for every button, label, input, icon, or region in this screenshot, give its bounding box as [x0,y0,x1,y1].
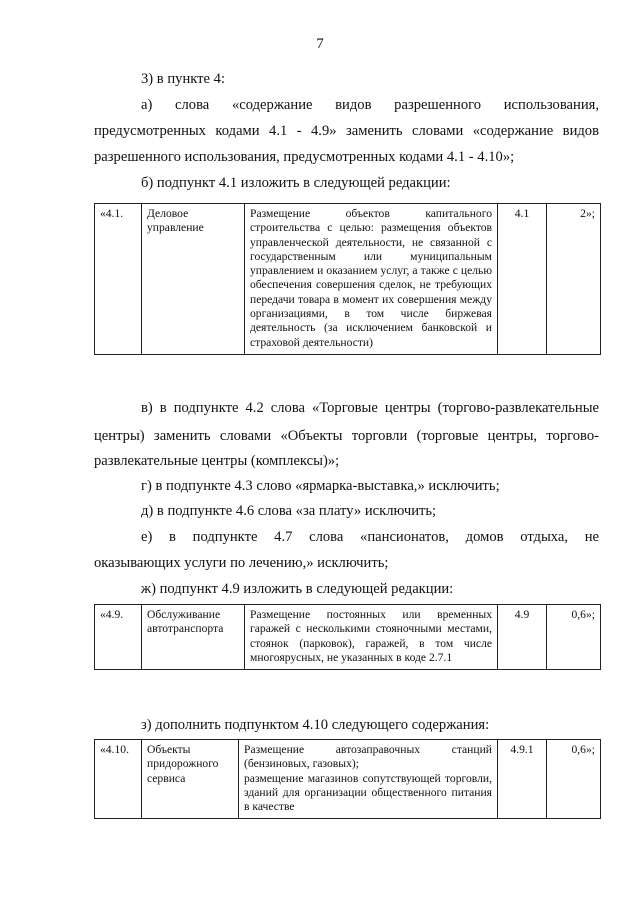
table-cell-description [239,740,498,819]
table-cell-description-part2: размещение магазинов сопутствующей торговли, зданий для организации общественного питания в качестве [244,771,492,814]
item-e-line1: е) в подпункте 4.7 слова «пансионатов, домов отдыха, не [141,529,599,545]
item-g-paragraph: г) в подпункте 4.3 слово «ярмарка-выставка,» исключить; [141,478,500,494]
item-a-text-line1: слова «содержание видов разрешенного использования, [175,97,599,113]
item-d-paragraph: д) в подпункте 4.6 слова «за плату» исключить; [141,503,437,519]
table-row [95,204,601,355]
item-zh-paragraph: ж) подпункт 4.9 изложить в следующей редакции: [141,581,454,597]
table-row [95,605,601,670]
table-code-4-9 [94,604,601,670]
table-cell-name: Объекты придорожного сервиса [142,740,239,819]
table-cell-description-part1: Размещение автозаправочных станций (бензиновых, газовых); [244,743,492,771]
table-cell-code: 4.1 [498,204,547,355]
item-v-line2: центры) заменить словами «Объекты торговли (торговые центры, торгово- [94,428,599,444]
item-a-text-rest: предусмотренных кодами 4.1 - 4.9» заменить словами «содержание видов разрешенного использования, предусмотренных кодами 4.1 - 4.10»; [94,123,599,165]
table-row [95,740,601,819]
item-e-line2: оказывающих услуги по лечению,» исключить; [94,555,389,571]
page-number: 7 [316,36,324,52]
table-code-4-1 [94,203,601,355]
item-a-first-line [94,92,599,118]
item-b-paragraph: б) подпункт 4.1 изложить в следующей редакции: [141,175,451,191]
table-cell-description: Размещение постоянных или временных гаражей с несколькими стояночными местами, стоянок (парковок), гаражей, в том числе многоярусных, не указанных в коде 2.7.1 [245,605,498,670]
item-v-line3: развлекательные центры (комплексы)»; [94,453,340,469]
item-a-paragraph [94,92,599,170]
table-cell-value: 0,6»; [547,605,601,670]
table-cell-value: 0,6»; [547,740,601,819]
table-cell-code: 4.9 [498,605,547,670]
table-cell-name: Деловое управление [142,204,245,355]
table-cell-value: 2»; [547,204,601,355]
table-cell-description: Размещение объектов капитального строительства с целью: размещения объектов управленческой деятельности, не связанной с государственным или муниципальным управлением и оказанием услуг, а также с целью обеспечения совершения сделок, не требующих передачи товара в момент их совершения между организациями, в том числе биржевая деятельность (за исключением банковской и страховой деятельности) [245,204,498,355]
item-v-line1: в) в подпункте 4.2 слова «Торговые центры (торгово-развлекательные [141,400,599,416]
item-z-paragraph: з) дополнить подпунктом 4.10 следующего содержания: [141,717,490,733]
item-3-heading: 3) в пункте 4: [141,71,226,87]
table-cell-num: «4.1. [95,204,142,355]
item-a-marker: а) [141,97,153,113]
table-code-4-10 [94,739,601,819]
table-cell-name: Обслуживание автотранспорта [142,605,245,670]
table-cell-num: «4.10. [95,740,142,819]
table-cell-code: 4.9.1 [498,740,547,819]
table-cell-num: «4.9. [95,605,142,670]
